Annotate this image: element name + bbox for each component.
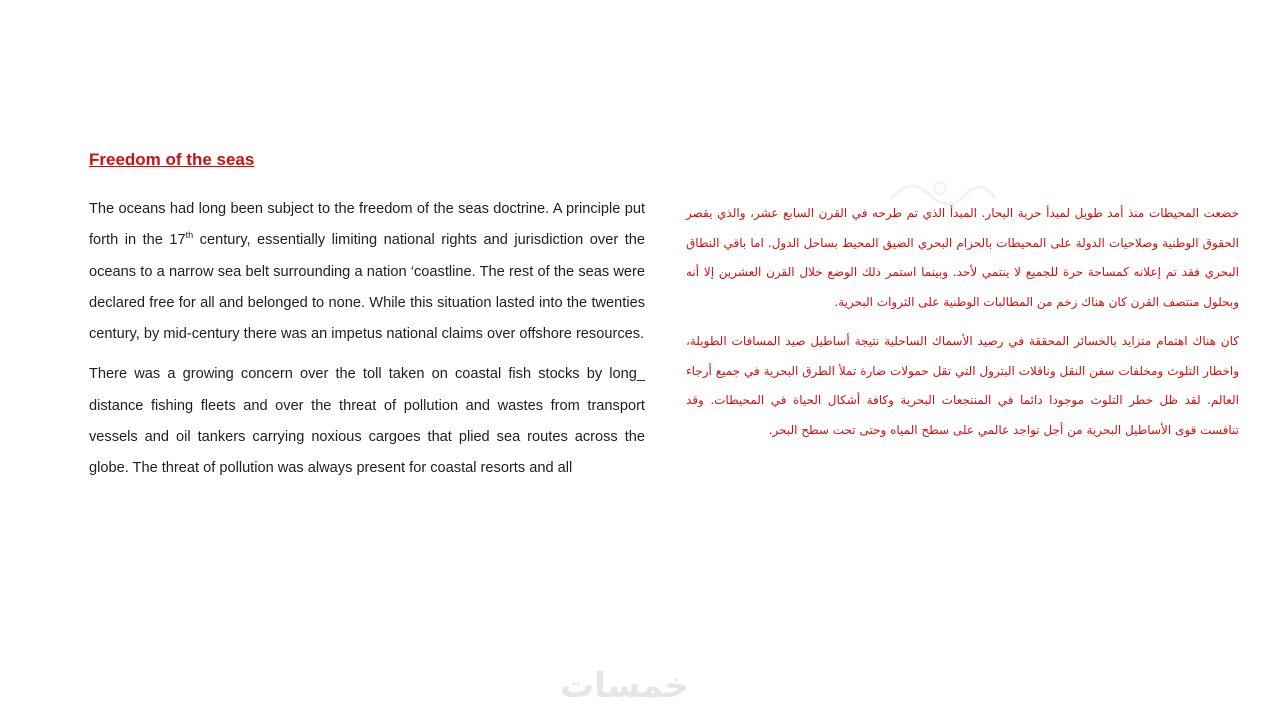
arabic-column [686,199,1239,455]
arabic-paragraph-2: كان هناك اهتمام متزايد بالخسائر المحققة في رصيد الأسماك الساحلية نتيجة أساطيل صيد المسافات الطويلة، واخطار التلوث ومخلفات سفن النقل وناقلات البترول التي تقل حمولات ضارة تملأ الطرق البحرية في جميع أرجاء العالم. لقد ظل خطر التلوث موجودا دائما في المنتجعات البحرية وكافة أشكال الحياة في المحيطات. وقد تنافست قوى الأساطيل البحرية من أجل تواجد عالمي على سطح المياه وحتى تحت سطح البحر. [686,334,1239,437]
english-column [89,148,645,494]
site-watermark: خمسات [560,666,689,706]
ordinal-superscript: th [185,230,194,241]
english-paragraph-1-text-b: century, essentially limiting national rights and jurisdiction over the oceans to a narrow sea belt surrounding a nation ‘coastline. The rest of the seas were declared free for all and belonged to none. While this situation lasted into the twenties century, by mid-century there was an impetus national claims over offshore resources. [89,232,645,343]
english-paragraph-2: There was a growing concern over the toll taken on coastal fish stocks by long_ distance fishing fleets and over the threat of pollution and wastes from transport vessels and oil tankers carrying noxious cargoes that plied sea routes across the globe. The threat of pollution was always present for coastal resorts and all [89,366,645,477]
arabic-paragraph-1: خضعت المحيطات منذ أمد طويل لمبدأ حرية البحار. المبدأ الذي تم طرحه في القرن السابع عشر، والذي يقصر الحقوق الوطنية وصلاحيات الدولة على المحيطات بالحزام البحري الضيق المحيط بساحل الدول. اما باقي النطاق البحري فقد تم إعلانه كمساحة حرة للجميع لا ينتمي لأحد. وبينما استمر ذلك الوضع خلال القرن العشرين إلا أنه وبحلول منتصف القرن كان هناك زخم من المطالبات الوطنية على الثروات البحرية. [686,206,1239,309]
section-title: Freedom of the seas [89,150,255,169]
english-paragraph-1 [89,194,645,350]
english-paragraph-1-text-a: The oceans had long been subject to the freedom of the seas doctrine. A principle put forth in the 17 [89,201,645,249]
